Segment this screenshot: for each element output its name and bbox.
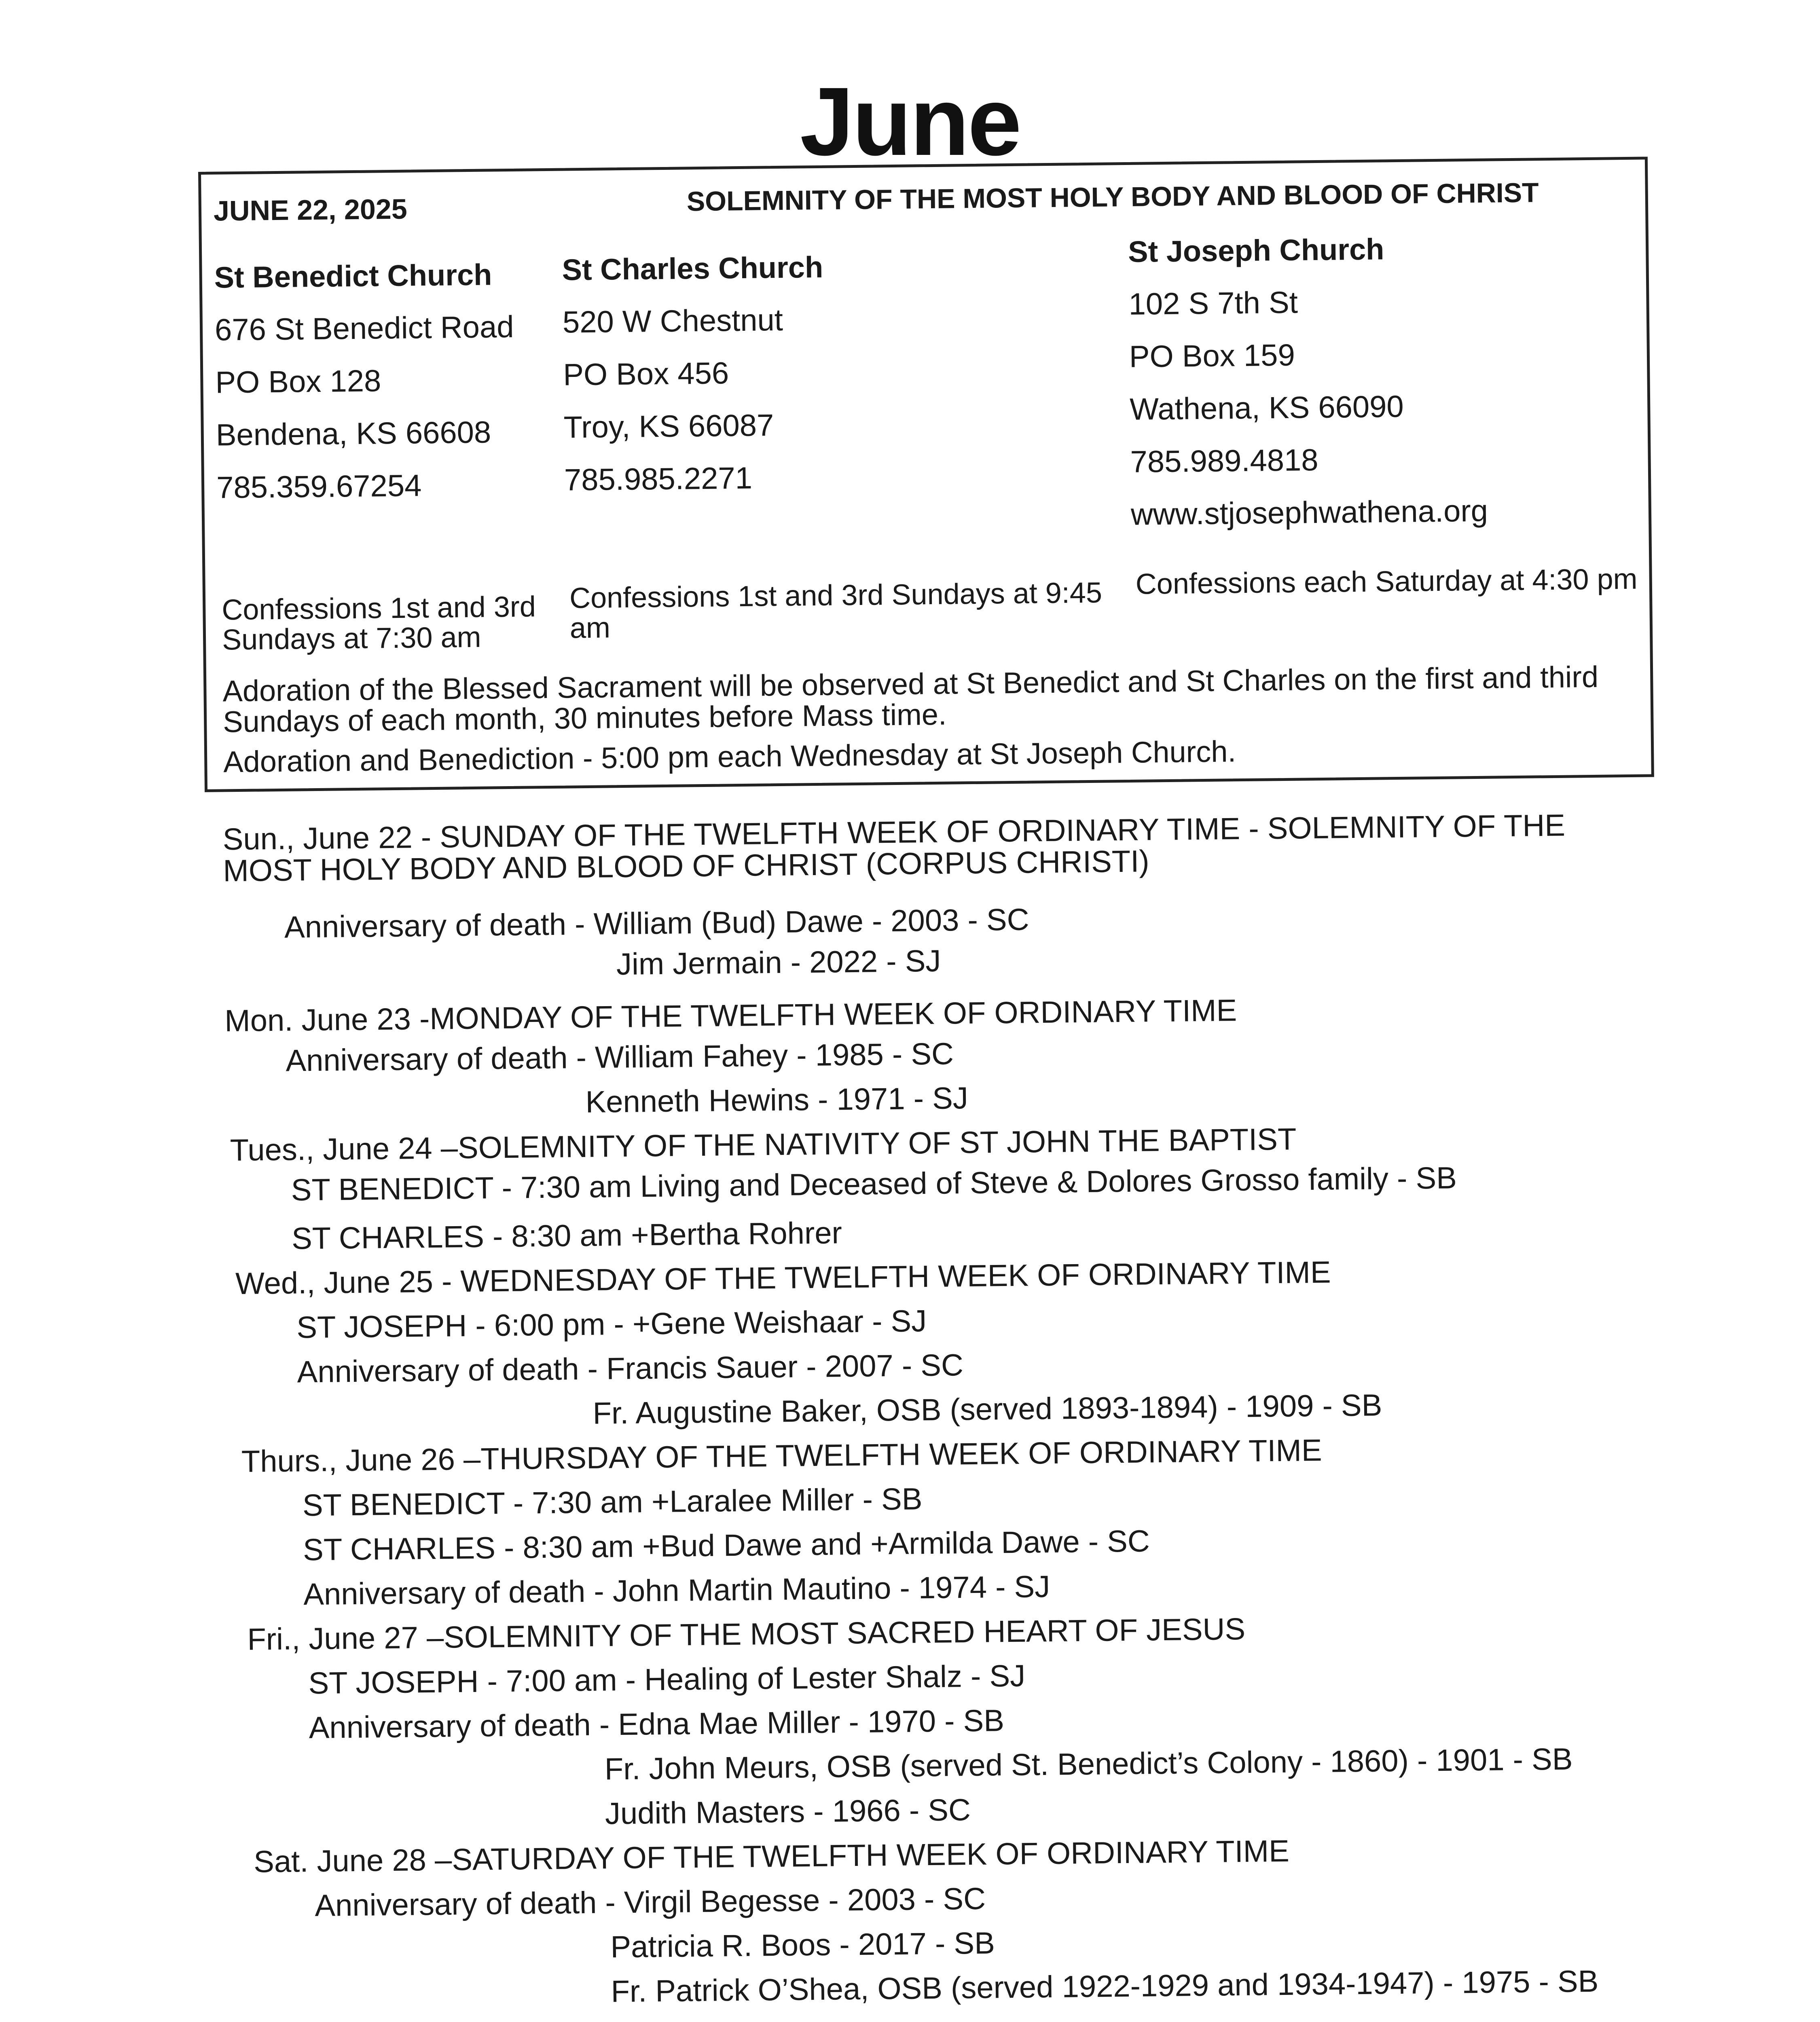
confessions-st-joseph: Confessions each Saturday at 4:30 pm <box>1135 563 1638 601</box>
church-city: Bendena, KS 66608 <box>216 415 491 453</box>
schedule-entry: ST BENEDICT - 7:30 am +Laralee Miller - SB <box>302 1482 923 1523</box>
schedule-entry: ST CHARLES - 8:30 am +Bud Dawe and +Armilda Dawe - SC <box>303 1524 1150 1567</box>
schedule-entry: ST JOSEPH - 6:00 pm - +Gene Weishaar - SJ <box>296 1304 927 1345</box>
confessions-st-benedict: Confessions 1st and 3rd Sundays at 7:30 am <box>221 590 536 656</box>
church-city: Wathena, KS 66090 <box>1129 389 1404 427</box>
box-date: JUNE 22, 2025 <box>213 193 408 227</box>
schedule-entry: ST CHARLES - 8:30 am +Bertha Rohrer <box>291 1216 842 1256</box>
schedule-entry: Anniversary of death - John Martin Mautino - 1974 - SJ <box>303 1569 1050 1612</box>
schedule-entry: Fr. John Meurs, OSB (served St. Benedict’s Colony - 1860) - 1901 - SB <box>604 1742 1573 1787</box>
church-po-box: PO Box 128 <box>215 364 381 400</box>
church-name: St Benedict Church <box>214 258 492 294</box>
schedule-entry: Judith Masters - 1966 - SC <box>605 1793 971 1831</box>
schedule-entry: Patricia R. Boos - 2017 - SB <box>610 1926 995 1965</box>
church-website: www.stjosephwathena.org <box>1130 493 1488 532</box>
church-phone: 785.989.4818 <box>1130 443 1318 479</box>
church-address: 676 St Benedict Road <box>214 309 514 347</box>
church-address: 102 S 7th St <box>1128 285 1298 321</box>
schedule-entry: Anniversary of death - Virgil Begesse - 2003 - SC <box>314 1881 986 1923</box>
schedule-entry: Fr. Patrick O’Shea, OSB (served 1922-1929 and 1934-1947) - 1975 - SB <box>611 1964 1599 2009</box>
church-phone: 785.985.2271 <box>564 461 753 497</box>
day-heading-sunday: Sun., June 22 - SUNDAY OF THE TWELFTH WEEK OF ORDINARY TIME - SOLEMNITY OF THE MOST HOLY BODY AND BLOOD OF CHRIST (CORPUS CHRISTI) <box>222 808 1566 888</box>
church-city: Troy, KS 66087 <box>563 408 774 445</box>
schedule-entry: Jim Jermain - 2022 - SJ <box>616 943 941 982</box>
confessions-st-charles: Confessions 1st and 3rd Sundays at 9:45 am <box>569 576 1103 645</box>
benediction-note: Adoration and Benediction - 5:00 pm each Wednesday at St Joseph Church. <box>223 734 1236 779</box>
schedule-entry: Fr. Augustine Baker, OSB (served 1893-1894) - 1909 - SB <box>593 1388 1382 1431</box>
day-heading-monday: Mon. June 23 -MONDAY OF THE TWELFTH WEEK OF ORDINARY TIME <box>224 993 1237 1038</box>
church-po-box: PO Box 159 <box>1129 338 1295 374</box>
day-heading-wednesday: Wed., June 25 - WEDNESDAY OF THE TWELFTH WEEK OF ORDINARY TIME <box>235 1255 1331 1301</box>
church-name: St Charles Church <box>562 250 823 287</box>
schedule-entry: Anniversary of death - William (Bud) Dawe - 2003 - SC <box>284 902 1029 945</box>
day-heading-tuesday: Tues., June 24 –SOLEMNITY OF THE NATIVITY OF ST JOHN THE BAPTIST <box>230 1122 1297 1168</box>
schedule-entry: ST JOSEPH - 7:00 am - Healing of Lester Shalz - SJ <box>308 1658 1026 1701</box>
church-name: St Joseph Church <box>1128 232 1384 269</box>
day-heading-saturday: Sat. June 28 –SATURDAY OF THE TWELFTH WEEK OF ORDINARY TIME <box>253 1834 1290 1879</box>
schedule-entry: ST BENEDICT - 7:30 am Living and Deceased of Steve & Dolores Grosso family - SB <box>291 1161 1457 1208</box>
schedule-entry: Anniversary of death - William Fahey - 1985 - SC <box>285 1036 954 1078</box>
church-address: 520 W Chestnut <box>562 302 783 340</box>
page-title: June <box>800 67 1020 176</box>
box-solemnity: SOLEMNITY OF THE MOST HOLY BODY AND BLOOD OF CHRIST <box>686 177 1539 217</box>
schedule-entry: Anniversary of death - Francis Sauer - 2007 - SC <box>297 1348 964 1390</box>
church-po-box: PO Box 456 <box>563 356 729 392</box>
schedule-entry: Kenneth Hewins - 1971 - SJ <box>585 1081 969 1119</box>
day-heading-thursday: Thurs., June 26 –THURSDAY OF THE TWELFTH WEEK OF ORDINARY TIME <box>241 1433 1322 1479</box>
schedule-entry: Anniversary of death - Edna Mae Miller - 1970 - SB <box>309 1703 1005 1745</box>
adoration-note: Adoration of the Blessed Sacrament will be observed at St Benedict and St Charles on the first and third Sundays of each month, 30 minutes before Mass time. <box>222 660 1599 739</box>
day-heading-friday: Fri., June 27 –SOLEMNITY OF THE MOST SACRED HEART OF JESUS <box>247 1612 1246 1657</box>
church-phone: 785.359.67254 <box>216 468 422 505</box>
